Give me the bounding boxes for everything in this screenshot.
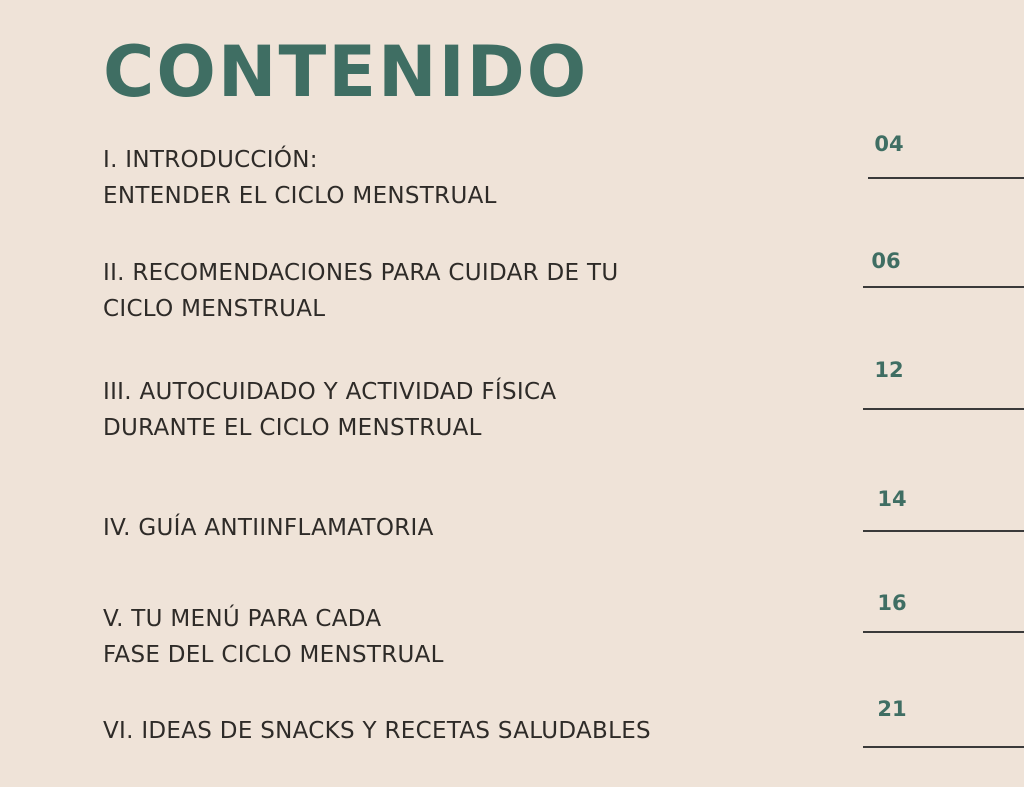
toc-entry-3-line-2: DURANTE EL CICLO MENSTRUAL (103, 415, 482, 441)
toc-entry-4-line-1: IV. GUÍA ANTIINFLAMATORIA (103, 515, 434, 541)
toc-entry-5[interactable] (103, 601, 444, 673)
page-title: CONTENIDO (103, 31, 589, 113)
toc-page-rule-3 (863, 408, 1024, 410)
toc-page-number-6: 21 (877, 697, 907, 721)
toc-entry-6-line-1: VI. IDEAS DE SNACKS Y RECETAS SALUDABLES (103, 718, 651, 744)
toc-page-rule-1 (868, 177, 1024, 179)
toc-entry-2-line-2: CICLO MENSTRUAL (103, 296, 326, 322)
toc-entry-2-line-1: II. RECOMENDACIONES PARA CUIDAR DE TU (103, 260, 619, 286)
toc-entry-5-line-2: FASE DEL CICLO MENSTRUAL (103, 642, 444, 668)
toc-page-rule-5 (863, 631, 1024, 633)
toc-entry-4[interactable] (103, 510, 434, 546)
toc-entry-2[interactable] (103, 255, 618, 327)
toc-page-number-3: 12 (874, 358, 904, 382)
toc-page-rule-4 (863, 530, 1024, 532)
toc-page-number-4: 14 (877, 487, 907, 511)
toc-entry-3-line-1: III. AUTOCUIDADO Y ACTIVIDAD FÍSICA (103, 379, 557, 405)
toc-entry-1[interactable] (103, 142, 497, 214)
toc-entry-6[interactable] (103, 713, 651, 749)
toc-entry-5-line-1: V. TU MENÚ PARA CADA (103, 606, 382, 632)
toc-page-number-2: 06 (871, 249, 901, 273)
toc-page-number-1: 04 (874, 132, 904, 156)
toc-page-number-5: 16 (877, 591, 907, 615)
toc-page-rule-6 (863, 746, 1024, 748)
toc-entry-1-line-2: ENTENDER EL CICLO MENSTRUAL (103, 183, 497, 209)
toc-entry-1-line-1: I. INTRODUCCIÓN: (103, 147, 318, 173)
toc-entry-3[interactable] (103, 374, 556, 446)
toc-page-rule-2 (863, 286, 1024, 288)
